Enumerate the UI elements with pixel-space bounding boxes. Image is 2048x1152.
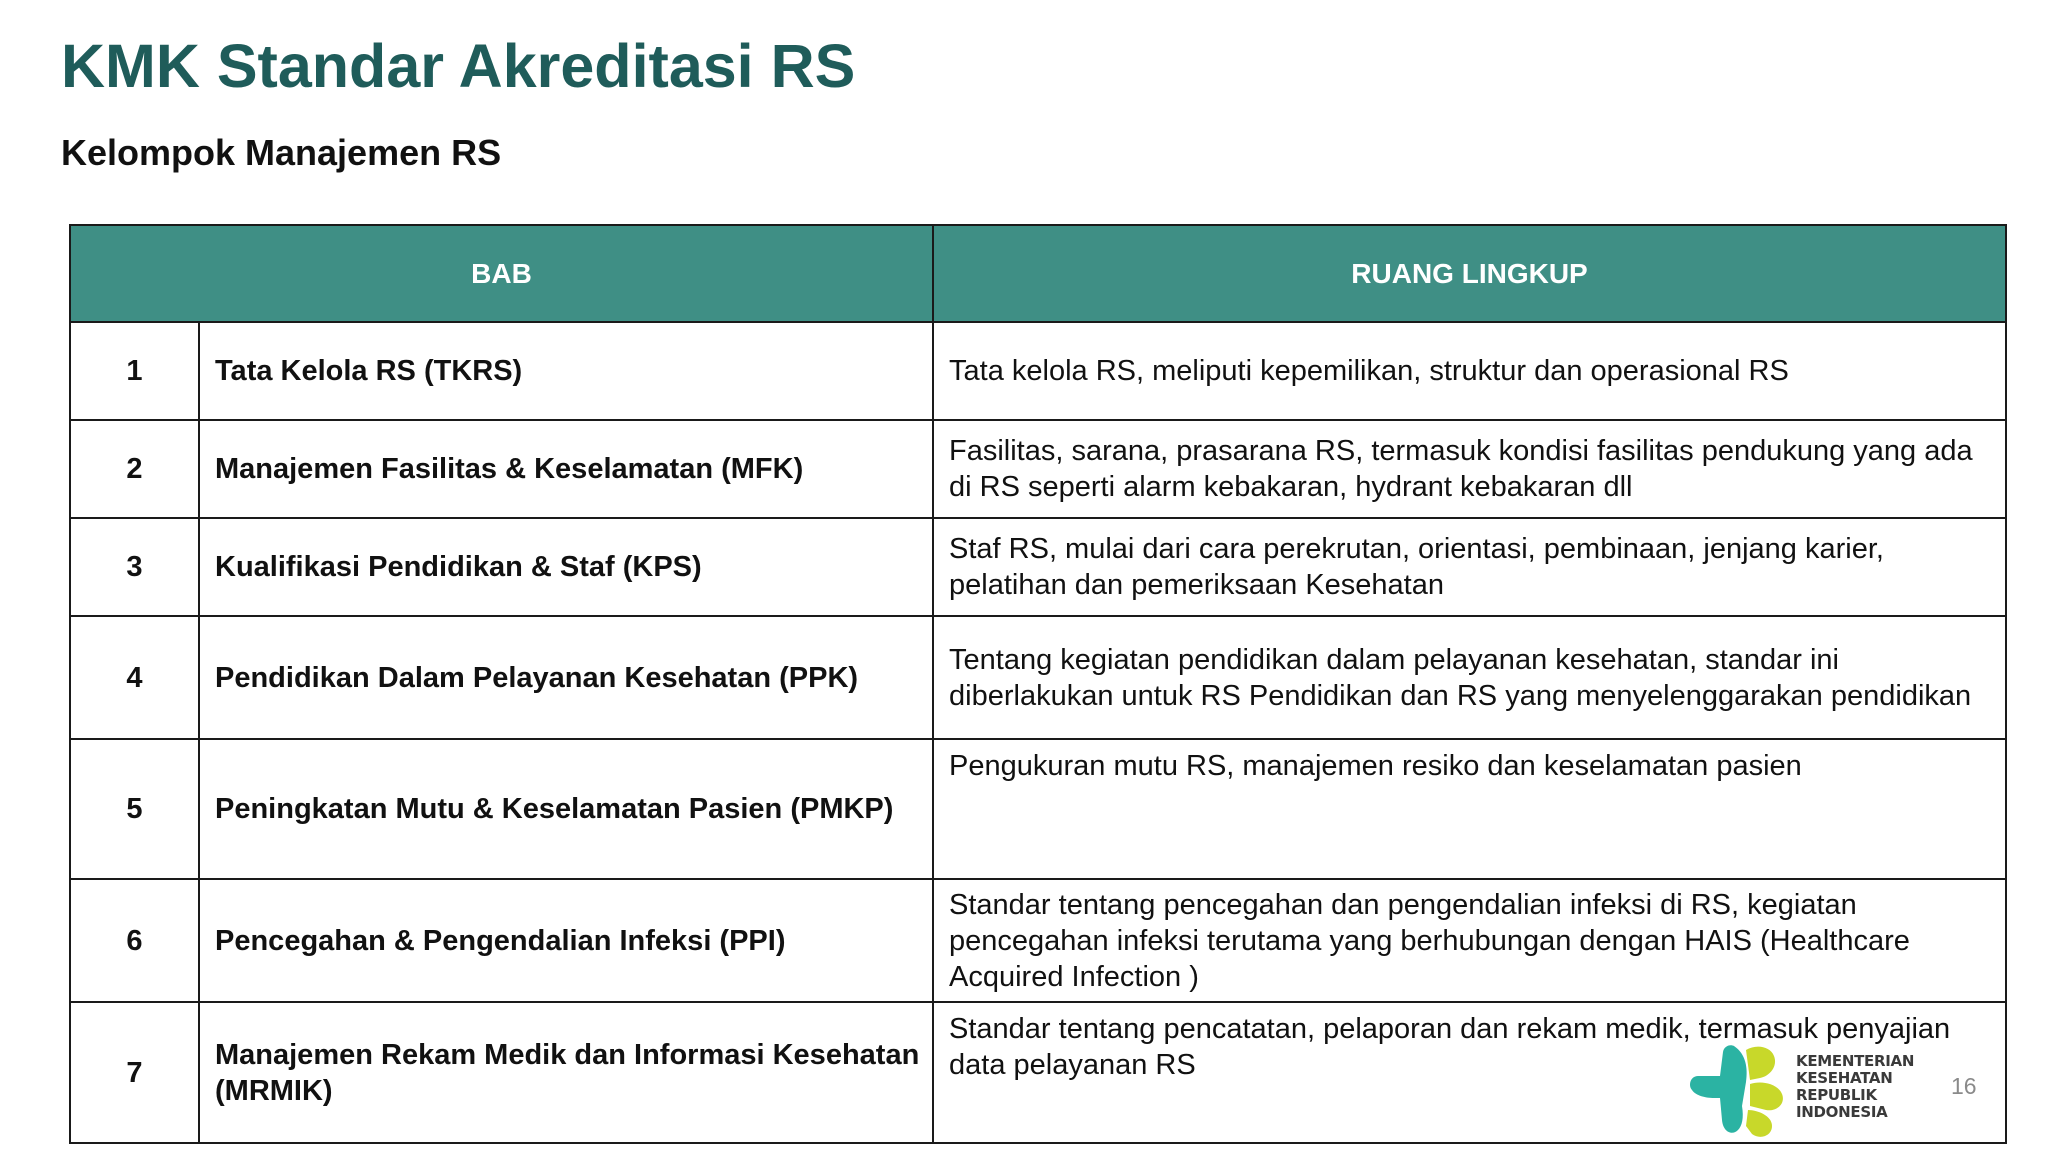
kemenkes-logo-text: KEMENTERIAN KESEHATAN REPUBLIK INDONESIA (1796, 1052, 1915, 1121)
slide-title: KMK Standar Akreditasi RS (61, 32, 856, 100)
scope-text: Fasilitas, sarana, prasarana RS, termasuk kondisi fasilitas pendukung yang ada di RS seperti alarm kebakaran, hydrant kebakaran dll (933, 420, 2006, 518)
header-ruang-lingkup: RUANG LINGKUP (933, 225, 2006, 322)
row-number: 1 (70, 322, 199, 420)
slide-subtitle: Kelompok Manajemen RS (61, 132, 502, 173)
row-number: 4 (70, 616, 199, 739)
table-row (70, 616, 2006, 739)
table-header-row (70, 225, 2006, 322)
page-number: 16 (1951, 1073, 1977, 1099)
table-row (70, 518, 2006, 616)
scope-text: Tentang kegiatan pendidikan dalam pelayanan kesehatan, standar ini diberlakukan untuk RS Pendidikan dan RS yang menyelenggarakan pendidikan (933, 616, 2006, 739)
row-number: 2 (70, 420, 199, 518)
table-row (70, 420, 2006, 518)
bab-name: Pendidikan Dalam Pelayanan Kesehatan (PPK) (199, 616, 933, 739)
bab-name: Peningkatan Mutu & Keselamatan Pasien (PMKP) (199, 739, 933, 879)
scope-text: Standar tentang pencegahan dan pengendalian infeksi di RS, kegiatan pencegahan infeksi terutama yang berhubungan dengan HAIS (Healthcare Acquired Infection ) (933, 879, 2006, 1002)
bab-name: Manajemen Rekam Medik dan Informasi Kesehatan (MRMIK) (199, 1002, 933, 1143)
scope-text: Staf RS, mulai dari cara perekrutan, orientasi, pembinaan, jenjang karier, pelatihan dan pemeriksaan Kesehatan (933, 518, 2006, 616)
bab-name: Kualifikasi Pendidikan & Staf (KPS) (199, 518, 933, 616)
table-row (70, 879, 2006, 1002)
bab-table (69, 224, 2007, 1144)
bab-name: Tata Kelola RS (TKRS) (199, 322, 933, 420)
row-number: 3 (70, 518, 199, 616)
header-bab: BAB (70, 225, 933, 322)
row-number: 7 (70, 1002, 199, 1143)
row-number: 6 (70, 879, 199, 1002)
row-number: 5 (70, 739, 199, 879)
scope-text: Tata kelola RS, meliputi kepemilikan, struktur dan operasional RS (933, 322, 2006, 420)
bab-name: Manajemen Fasilitas & Keselamatan (MFK) (199, 420, 933, 518)
scope-text: Pengukuran mutu RS, manajemen resiko dan keselamatan pasien (933, 739, 2006, 879)
table-row (70, 739, 2006, 879)
bab-name: Pencegahan & Pengendalian Infeksi (PPI) (199, 879, 933, 1002)
table-row (70, 322, 2006, 420)
scope-text: Standar tentang pencatatan, pelaporan dan rekam medik, termasuk penyajian data pelayanan RS (933, 1002, 2006, 1143)
